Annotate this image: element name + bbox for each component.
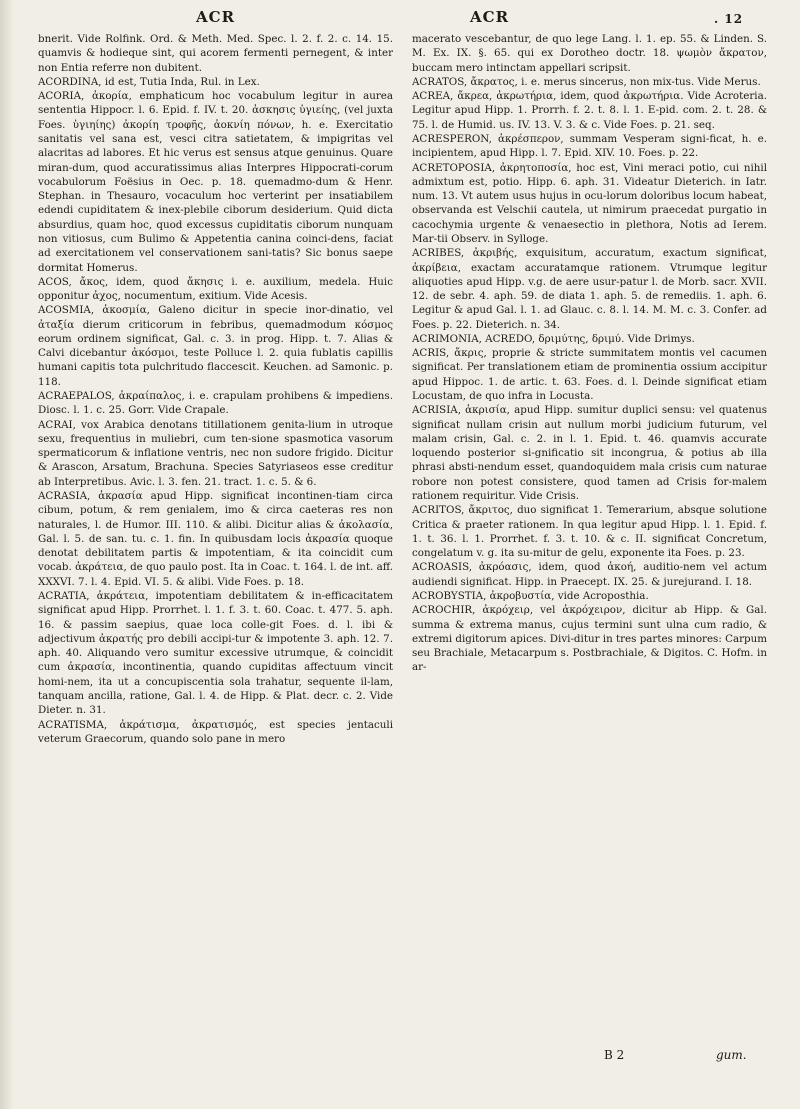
running-head-right: ACR — [470, 8, 510, 26]
entry-paragraph: ACRATISMA, ἀκράτισμα, ἀκρατισμός, est species jentaculi veterum Graecorum, quando solo pane in mero — [38, 718, 393, 745]
entry-paragraph: ACOSMIA, ἀκοσμία, Galeno dicitur in specie inor-dinatio, vel ἀταξία dierum criticorum in febribus, quemadmodum κόσμος eorum ordinem significat, Gal. c. 3. in prog. Hipp. t. 7. Alias & Calvi dicebantur ἀκόσμοι, teste Polluce l. 2. quia fublatis capillis humani capitis tota pulchritudo flaccescit. Keuchen. ad Samonic. p. 118. — [38, 304, 393, 388]
entry-paragraph: ACREA, ἄκρεα, ἀκρωτήρια, idem, quod ἀκρωτήρια. Vide Acroteria. Legitur apud Hipp. 1. Prorrh. f. 2. t. 8. l. 1. E-pid. com. 2. t. 28. & 75. l. de Humid. us. IV. 13. V. 3. & c. Vide Foes. p. 21. seq. — [412, 90, 767, 131]
page-gutter-shadow — [0, 0, 14, 1109]
entry-paragraph: ACROBYSTIA, ἀκροβυστία, vide Acroposthia. — [412, 589, 649, 602]
entry-paragraph: ACRIS, ἄκρις, proprie & stricte summitatem montis vel cacumen significat. Per translationem etiam de prominentia ossium accipitur apud Hippoc. 1. de artic. t. 63. Foes. d. l. Deinde significat etiam Locustam, de quo infra in Locusta. — [412, 347, 767, 403]
page-number: . 12 — [714, 12, 744, 26]
entry-paragraph: ACRAEPALOS, ἀκραίπαλος, i. e. crapulam prohibens & impediens. Diosc. l. 1. c. 25. Gorr. Vide Crapale. — [38, 390, 393, 417]
entry-paragraph: ACRESPERON, ἀκρέσπερον, summam Vesperam signi-ficat, h. e. incipientem, apud Hipp. l. 7. Epid. XIV. 10. Foes. p. 22. — [412, 132, 767, 160]
entry-paragraph: ACRIBES, ἀκριβής, exquisitum, accuratum, exactum significat, ἀκρίβεια, exactam accuratamque rationem. Vtrumque legitur aliquoties apud Hipp. v.g. de aere usur-patur l. de Morb. sacr. XVII. 12. de sebr. 4. aph. 59. de diata 1. aph. 5. de remediis. 1. aph. 6. Legitur & apud Gal. l. 1. ad Glauc. c. 8. l. 14. M. M. c. 3. Confer. ad Foes. p. 22. Dieterich. n. 34. — [412, 247, 767, 331]
running-head-left: ACR — [196, 8, 236, 26]
entry-paragraph: ACRITOS, ἄκριτος, duo significat 1. Temerarium, absque solutione Critica & praeter rationem. In qua legitur apud Hipp. l. 1. Epid. f. 1. t. 36. l. 1. Prorrhet. f. 3. t. 10. & c. II. significat Concretum, congelatum v. g. ita su-mitur de gelu, exponente ita Foes. p. 23. — [412, 504, 767, 560]
entry-paragraph: ACRASIA, ἀκρασία apud Hipp. significat incontinen-tiam circa cibum, potum, & rem genialem, imo & circa caeteras res non naturales, l. de Humor. III. 110. & alibi. Dicitur alias & ἀκολασία, Gal. l. 5. de san. tu. c. 1. fin. In quibusdam locis ἀκρασία quoque denotat debilitatem partis & impotentiam, & ita coincidit cum vocab. ἀκράτεια, de quo paulo post. Ita in Coac. t. 164. l. de int. aff. XXXVI. 7. l. 4. Epid. VI. 5. & alibi. Vide Foes. p. 18. — [38, 490, 393, 588]
left-column — [38, 32, 393, 1072]
entry-paragraph: ACROCHIR, ἀκρόχειρ, vel ἀκρόχειρον, dicitur ab Hipp. & Gal. summa & extrema manus, cujus termini sunt ulna cum radio, & extremi digitorum apices. Divi-ditur in tres partes minores: Carpum seu Brachiale, Metacarpum s. Postbrachiale, & Digitos. C. Hofm. in ar- — [412, 604, 767, 674]
entry-paragraph: ACOS, ἄκος, idem, quod ἄκησις i. e. auxilium, medela. Huic opponitur ἀχος, nocumentum, exitium. Vide Acesis. — [38, 275, 393, 303]
entry-paragraph: ACROASIS, ἀκρόασις, idem, quod ἀκοή, auditio-nem vel actum audiendi significat. Hipp. in Praecept. IX. 25. & jurejurand. I. 18. — [412, 561, 767, 588]
entry-paragraph: ACORIA, ἀκορία, emphaticum hoc vocabulum legitur in aurea sententia Hippocr. l. 6. Epid. f. IV. t. 20. ἀσκησις ὑγιείης, (vel juxta Foes. ὑγιηίης) ἀκορίη τροφῆς, ἀοκνίη πόνων, h. e. Exercitatio sanitatis vel sana est, vesci citra satietatem, & impigritas vel alacritas ad labores. Et hic verus est sensus atque genuinus. Quare miran-dum, quod accuratissimus alias Interpres Hippocrati-corum vocabulorum Foësius in Oec. p. 18. quemadmo-dum & Henr. Stephan. in Thesauro, vocaculum hoc verterint per insatiabilem edendi cupiditatem & inex-plebile ciborum desiderium. Quid dicta absurdius, quam hoc, quod excessus cupiditatis ciborum nunquam non vitiosus, cum Bulimo & Appetentia canina coinci-dens, faciat ad exercitationem vel conservationem sani-tatis? Sic bonus saepe dormitat Homerus. — [38, 90, 393, 274]
catchword: gum. — [716, 1048, 747, 1062]
entry-paragraph: ACRETOPOSIA, ἀκρητοποσία, hoc est, Vini meraci potio, cui nihil admixtum est, potio. Hipp. 6. aph. 31. Videatur Dieterich. in Iatr. num. 13. Vt autem usus hujus in ocu-lorum doloribus locum habeat, observanda est Velschii cautela, ut nimirum praecedat purgatio in cacochymia urgente & venaesectio in plethora, Notis ad Ierem. Mar-tii Observ. in Sylloge. — [412, 161, 767, 245]
entry-paragraph: ACRATOS, ἄκρατος, i. e. merus sincerus, non mix-tus. Vide Merus. — [412, 75, 761, 88]
entry-paragraph: bnerit. Vide Rolfink. Ord. & Meth. Med. Spec. l. 2. f. 2. c. 14. 15. quamvis & hodieque sint, qui acorem fermenti pernegent, & inter non Entia referre non dubitent. — [38, 33, 393, 74]
entry-paragraph: ACRAI, vox Arabica denotans titillationem genita-lium in utroque sexu, frequentius in muliebri, cum ten-sione spasmotica vasorum spermaticorum & inflatione ventris, nec non sudore frigido. Dicitur & Arascon, Arsatum, Brachuna. Species Satyriaseos esse creditur ab Interpretibus. Avic. l. 3. fen. 21. tract. 1. c. 5. & 6. — [38, 418, 393, 488]
entry-paragraph: macerato vescebantur, de quo lege Lang. l. 1. ep. 55. & Linden. S. M. Ex. IX. §. 65. qui ex Dorotheo doctr. 18. ψωμὸν ἄκρατον, buccam mero intinctam appellari scripsit. — [412, 33, 767, 74]
entry-paragraph: ACRISIA, ἀκρισία, apud Hipp. sumitur duplici sensu: vel quatenus significat nullam crisin aut nullum morbi judicium futurum, vel malam crisin, Gal. c. 2. in l. 1. Epid. t. 46. quamvis accurate loquendo posterior si-gnificatio sit incongrua, & potius ab illa phrasi absti-nendum esset, quandoquidem mala crisis cum naturae robore non potest consistere, quod tamen ad Crisis for-malem rationem requiritur. Vide Crisis. — [412, 404, 767, 502]
entry-paragraph: ACORDINA, id est, Tutia Inda, Rul. in Lex. — [38, 75, 260, 88]
signature-mark: B 2 — [604, 1048, 625, 1062]
entry-paragraph: ACRATIA, ἀκράτεια, impotentiam debilitatem & in-efficacitatem significat apud Hipp. Prorrhet. l. 1. f. 3. t. 60. Coac. t. 477. 5. aph. 16. & passim saepius, quae loca colle-git Foes. d. l. ibi & adjectivum ἀκρατής pro debili accipi-tur & impotente 3. aph. 12. 7. aph. 40. Aliquando vero sumitur excessive utrumque, & coincidit cum ἀκρασία, incontinentia, quando cupiditas affectuum vincit homi-nem, ita ut a concupiscentia sola trahatur, sequente il-lam, tanquam ancilla, ratione, Gal. l. 4. de Hipp. & Plat. decr. c. 2. Vide Dieter. n. 31. — [38, 589, 393, 717]
right-column — [412, 32, 767, 1072]
entry-paragraph: ACRIMONIA, ACREDO, δριμύτης, δριμύ. Vide Drimys. — [412, 332, 695, 345]
